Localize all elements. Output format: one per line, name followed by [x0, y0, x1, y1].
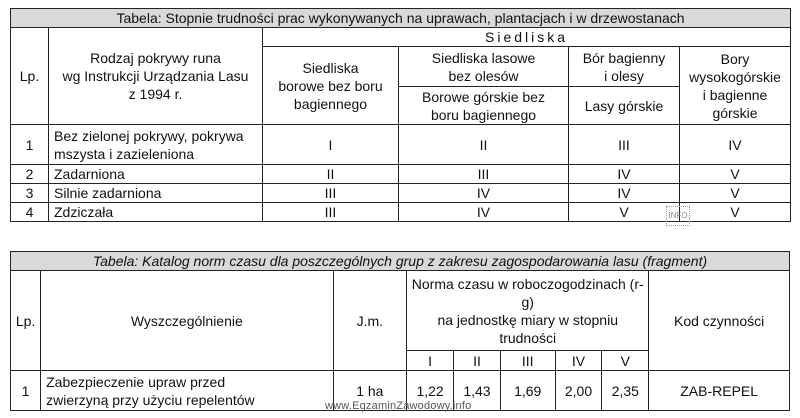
- header-line: bez olesów: [448, 67, 519, 84]
- row-jm: 1 ha: [333, 371, 407, 411]
- header-line: wysokogórskie: [689, 68, 781, 85]
- col-norma-header: [407, 271, 649, 351]
- table-row: [11, 184, 791, 203]
- siedliska-group-header: Siedliska: [263, 28, 791, 47]
- col-bor-bagienny: [569, 47, 680, 87]
- header-line: z 1994 r.: [128, 86, 183, 102]
- level-header: III: [500, 351, 555, 371]
- row-cell: III: [263, 184, 399, 203]
- level-header: II: [454, 351, 501, 371]
- header-line: wg Instrukcji Urządzania Lasu: [62, 68, 249, 84]
- row-value: 1,69: [500, 371, 555, 411]
- row-lp: 1: [11, 371, 41, 411]
- col-siedliska-lasowe: [399, 47, 569, 87]
- col-siedliska-borowe: [263, 47, 399, 125]
- name-line: Bez zielonej pokrywy, pokrywa: [54, 127, 244, 144]
- table2-title: Tabela: Katalog norm czasu dla poszczególnych grup z zakresu zagospodarowania lasu (fragment): [11, 252, 790, 271]
- header-line: Norma czasu w roboczogodzinach (r-g): [411, 275, 644, 310]
- header-line: Siedliska lasowe: [431, 49, 536, 66]
- name-line: mszysta i zazieleniona: [54, 145, 195, 162]
- header-line: borowe bez boru: [278, 77, 383, 94]
- row-cell: IV: [569, 165, 680, 184]
- row-cell: IV: [680, 125, 791, 165]
- row-cell: V: [680, 203, 791, 222]
- row-cell: IV: [399, 203, 569, 222]
- level-header: I: [407, 351, 454, 371]
- header-line: górskie: [712, 104, 758, 121]
- header-line: i olesy: [604, 67, 644, 84]
- row-lp: 4: [11, 203, 49, 222]
- col-wyszczegolnienie-header: Wyszczególnienie: [41, 271, 333, 371]
- row-lp: 3: [11, 184, 49, 203]
- stamp-icon: INFO: [666, 206, 690, 226]
- col-rodzaj-header: [49, 28, 263, 125]
- time-norms-table: [10, 251, 790, 411]
- col-bory-wysokogorskie: [680, 47, 791, 125]
- header-line: boru bagiennego: [430, 106, 537, 123]
- name-line: zwierzyną przy użyciu repelentów: [46, 391, 255, 408]
- row-cell: III: [399, 165, 569, 184]
- row-name: Zadarniona: [49, 165, 263, 184]
- header-line: na jednostkę miary w stopniu trudności: [437, 311, 618, 346]
- header-line: bagiennego: [293, 95, 368, 112]
- row-name: Silnie zadarniona: [49, 184, 263, 203]
- header-line: Siedliska: [302, 59, 359, 76]
- level-header: V: [602, 351, 649, 371]
- row-name: [41, 371, 333, 411]
- row-name: Zdziczała: [49, 203, 263, 222]
- table1-title: Tabela: Stopnie trudności prac wykonywanych na uprawach, plantacjach i w drzewostanach: [11, 9, 791, 28]
- col-borowe-gorskie: [399, 87, 569, 125]
- row-value: 1,22: [407, 371, 454, 411]
- col-lp-header: Lp.: [11, 28, 49, 125]
- table-row: [11, 125, 791, 165]
- row-cell: V: [569, 203, 680, 222]
- header-line: Borowe górskie bez: [422, 88, 545, 105]
- difficulty-table: [10, 8, 791, 222]
- row-cell: III: [569, 125, 680, 165]
- row-cell: V: [680, 165, 791, 184]
- watermark: www.EgzaminZawodowy.info: [325, 400, 472, 412]
- row-lp: 1: [11, 125, 49, 165]
- row-lp: 2: [11, 165, 49, 184]
- row-cell: I: [263, 125, 399, 165]
- row-cell: II: [399, 125, 569, 165]
- row-value: 2,00: [555, 371, 602, 411]
- col-jm-header: J.m.: [333, 271, 407, 371]
- row-kod: ZAB-REPEL: [649, 371, 790, 411]
- row-cell: IV: [569, 184, 680, 203]
- col-lasy-gorskie: Lasy górskie: [569, 87, 680, 125]
- row-cell: II: [263, 165, 399, 184]
- row-value: 2,35: [602, 371, 649, 411]
- level-header: IV: [555, 351, 602, 371]
- row-name: [49, 125, 263, 165]
- name-line: Zabezpieczenie upraw przed: [46, 373, 226, 390]
- header-line: Bory: [720, 50, 750, 67]
- row-cell: IV: [399, 184, 569, 203]
- header-line: i bagienne: [702, 86, 768, 103]
- col-kod-header: Kod czynności: [649, 271, 790, 371]
- row-cell: III: [263, 203, 399, 222]
- header-line: Rodzaj pokrywy runa: [90, 50, 221, 66]
- header-line: Bór bagienny: [582, 49, 666, 66]
- table-row: [11, 165, 791, 184]
- col-lp-header: Lp.: [11, 271, 41, 371]
- row-value: 1,43: [454, 371, 501, 411]
- row-cell: V: [680, 184, 791, 203]
